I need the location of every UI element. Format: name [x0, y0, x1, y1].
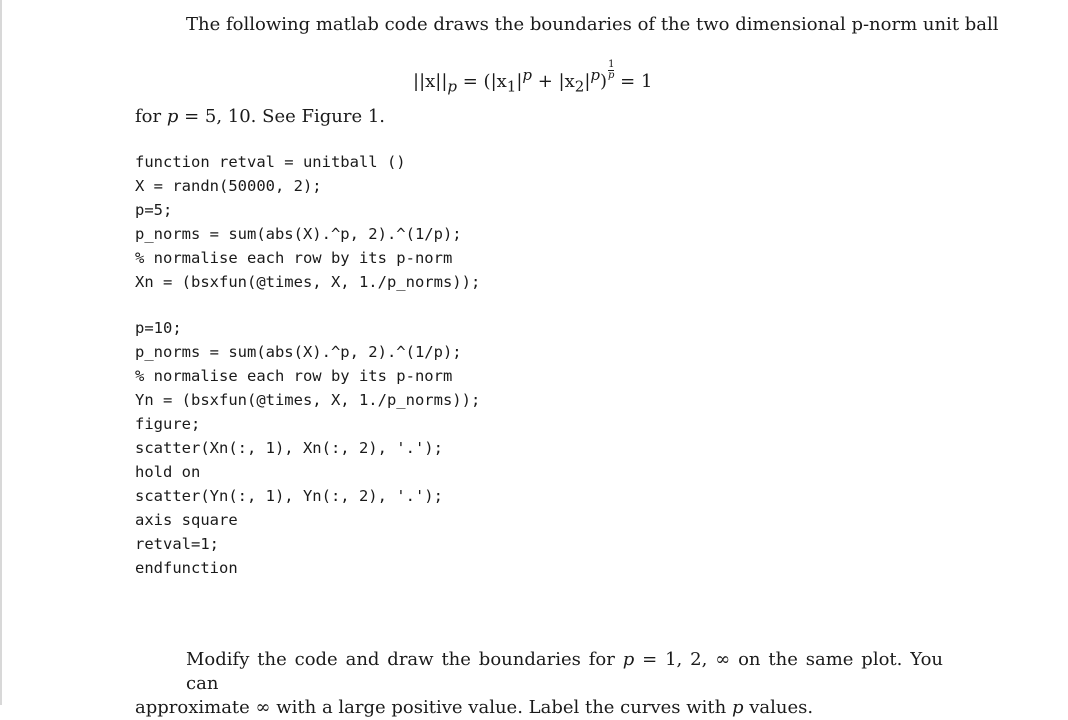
task-var: p — [622, 649, 635, 670]
task-var: p — [731, 697, 744, 718]
code-line: p_norms = sum(abs(X).^p, 2).^(1/p); — [135, 343, 462, 361]
code-line: X = randn(50000, 2); — [135, 177, 322, 195]
code-line: function retval = unitball () — [135, 153, 406, 171]
code-line: p=10; — [135, 319, 182, 337]
eq-rhs: = 1 — [614, 71, 653, 92]
code-line: axis square — [135, 511, 238, 529]
eq-frac-den: p — [608, 70, 615, 81]
for-p-line — [135, 106, 385, 127]
code-line: % normalise each row by its p-norm — [135, 367, 453, 385]
eq-pow1: p — [522, 66, 533, 84]
code-line: hold on — [135, 463, 201, 481]
task-text: = 1, 2, ∞ on the same plot. You can — [186, 649, 943, 694]
code-line: scatter(Xn(:, 1), Xn(:, 2), '.'); — [135, 439, 443, 457]
for-rest: = 5, 10. See Figure 1. — [178, 106, 385, 127]
code-line: Xn = (bsxfun(@times, X, 1./p_norms)); — [135, 273, 481, 291]
code-line: retval=1; — [135, 535, 219, 553]
code-line: figure; — [135, 415, 201, 433]
task-paragraph — [135, 648, 943, 720]
code-block-2 — [135, 316, 480, 580]
code-line: p=5; — [135, 201, 173, 219]
page-left-border — [0, 0, 2, 705]
task-line-2 — [135, 696, 943, 720]
eq-sub1: 1 — [506, 77, 517, 96]
for-prefix: for — [135, 106, 167, 127]
code-line: p_norms = sum(abs(X).^p, 2).^(1/p); — [135, 225, 462, 243]
eq-close: ) — [600, 71, 608, 92]
code-block-1 — [135, 150, 480, 294]
eq-sub2: 2 — [574, 77, 585, 96]
eq-plus: + |x — [532, 71, 575, 92]
task-text: Modify the code and draw the boundaries for — [186, 649, 623, 670]
for-var: p — [166, 106, 179, 127]
task-text: approximate ∞ with a large positive value. Label the curves with — [135, 697, 732, 718]
task-text: values. — [743, 697, 814, 718]
eq-frac-num: 1 — [608, 59, 615, 70]
task-line-1 — [135, 648, 943, 696]
eq-lhs-sub: p — [447, 77, 458, 96]
code-line: Yn = (bsxfun(@times, X, 1./p_norms)); — [135, 391, 481, 409]
p-norm-equation: $||x||_p = (|x_1|^p + |x_2|^p)$ $\frac{1}{p}$ = 1 — [413, 59, 653, 96]
eq-middle: = (|x — [457, 71, 507, 92]
intro-paragraph: The following matlab code draws the boundaries of the two dimensional p-norm unit ball — [186, 14, 999, 35]
eq-pow2: p — [590, 66, 601, 84]
code-line: endfunction — [135, 559, 238, 577]
code-line: scatter(Yn(:, 1), Yn(:, 2), '.'); — [135, 487, 443, 505]
eq-lhs: ||x|| — [413, 71, 448, 92]
code-line: % normalise each row by its p-norm — [135, 249, 453, 267]
